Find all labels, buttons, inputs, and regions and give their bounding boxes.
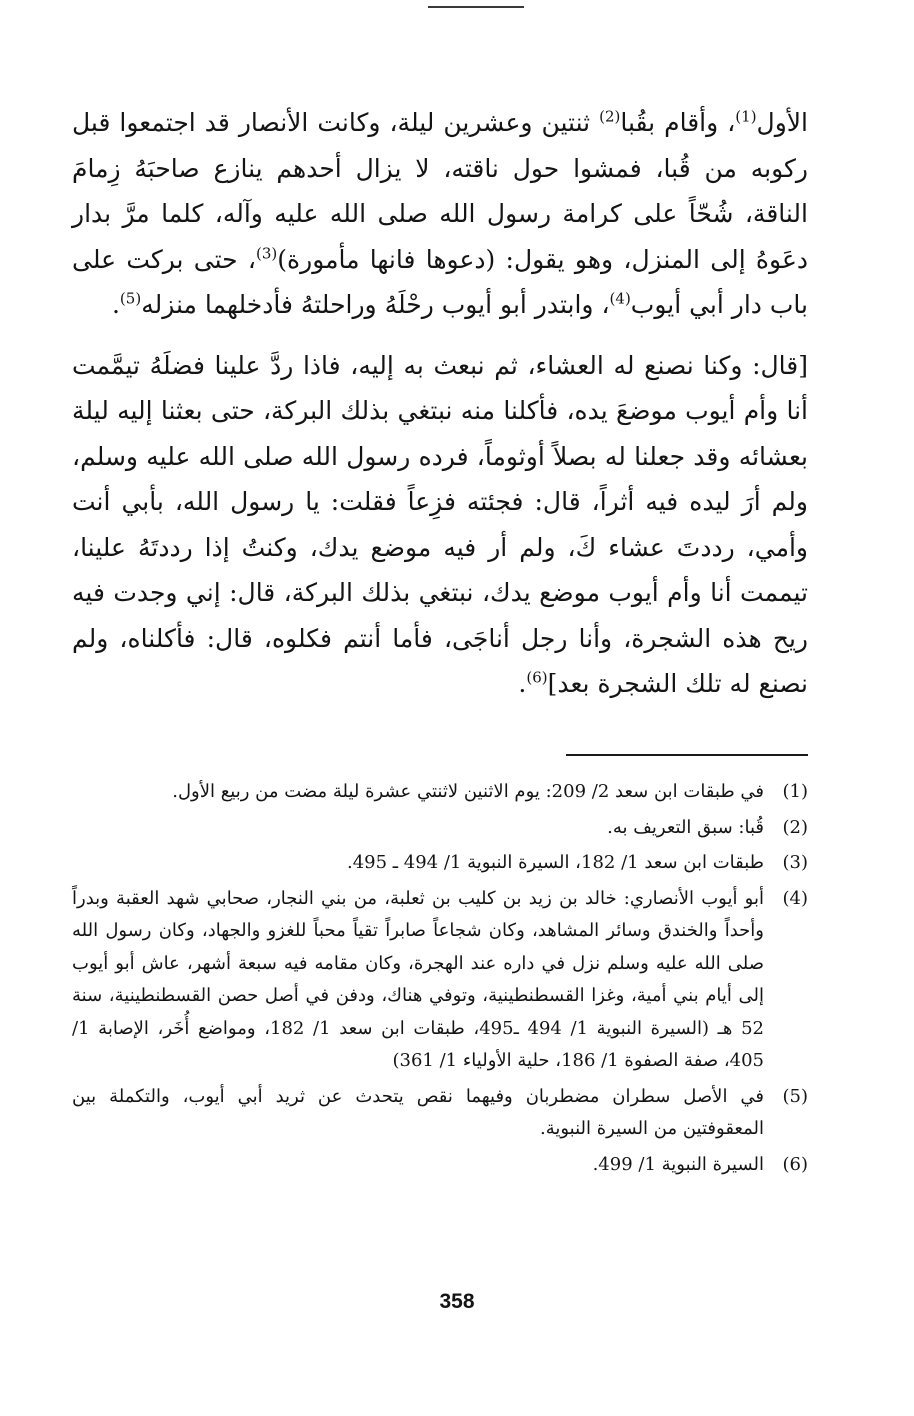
text-run: ، وأقام بقُبا — [620, 108, 736, 137]
text-run: [قال: وكنا نصنع له العشاء، ثم نبعث به إليه، فاذا ردَّ علينا فضلَهُ تيمَّمت أنا وأم أيوب موضعَ يده، فأكلنا منه نبتغي بذلك البركة، حتى بعثنا إليه ليلة بعشائه وقد جعلنا له بصلاً أوثوماً، فرده رسول الله صلى الله عليه وسلم، ولم أرَ ليده فيه أثراً، قال: فجئته فزِعاً فقلت: يا رسول الله، بأبي أنت وأمي، رددتَ عشاء كَ، ولم أر فيه موضع يدك، وكنتُ إذا رددتَهُ علينا، تيممت أنا وأم أيوب موضع يدك، نبتغي بذلك البركة، قال: إني وجدت فيه ريح هذه الشجرة، وأنا رجل أناجَى، فأما أنتم فكلوه، قال: فأكلناه، ولم نصنع له تلك الشجرة بعد] — [72, 350, 808, 698]
footnote-item — [72, 812, 808, 845]
paragraph-1 — [72, 100, 808, 328]
footnote-text: في الأصل سطران مضطربان وفيهما نقص يتحدث عن ثريد أبي أيوب، والتكملة بين المعقوفتين من السيرة النبوية. — [72, 1085, 764, 1139]
footnote-ref-3: (3) — [256, 244, 278, 263]
text-run: ، وابتدر أبو أيوب رحْلَهُ وراحلتهُ فأدخلهما منزله — [141, 290, 610, 319]
footnote-number: (2) — [782, 816, 808, 838]
footnote-ref-4: (4) — [609, 289, 631, 308]
footnote-item — [72, 776, 808, 809]
footnote-text: في طبقات ابن سعد 2/ 209: يوم الاثنين لاثنتي عشرة ليلة مضت من ربيع الأول. — [172, 781, 764, 802]
text-run: . — [518, 669, 527, 698]
text-run: . — [111, 290, 120, 319]
footnote-item — [72, 1149, 808, 1182]
footnote-separator — [566, 754, 808, 756]
footnote-text: أبو أيوب الأنصاري: خالد بن زيد بن كليب بن ثعلبة، من بني النجار، صحابي شهد العقبة وبدراً وأحداً والخندق وسائر المشاهد، وكان شجاعاً صابراً تقياً محباً للغزو والجهاد، وكان رسول الله صلى الله عليه وسلم نزل في داره عند الهجرة، وكان مقامه فيه سبعة أشهر، عاش أبو أيوب إلى أيام بني أمية، وغزا القسطنطينية، وتوفي هناك، ودفن في أصل حصن القسطنطينية، سنة 52 هـ (السيرة النبوية 1/ 494 ـ495، طبقات ابن سعد 1/ 182، ومواضع أُخَر، الإصابة 1/ 405، صفة الصفوة 1/ 186، حلية الأولياء 1/ 361) — [72, 887, 765, 1071]
footnotes — [72, 776, 808, 1184]
footnote-ref-5: (5) — [119, 289, 142, 308]
text-run: ، حتى بركت على باب دار أبي أيوب — [72, 244, 808, 319]
text-run: ثنتين وعشرين ليلة، وكانت الأنصار قد اجتمعوا قبل ركوبه من قُبا، فمشوا حول ناقته، لا يزال أحدهم ينازع صاحبَهُ زِمامَ الناقة، شُحّاً على كرامة رسول الله صلى الله عليه وآله، كلما مرَّ بدار دعَوهُ إلى المنزل، وهو يقول: (دعوها فانها مأمورة) — [72, 108, 808, 274]
main-text — [72, 100, 808, 707]
footnote-ref-6: (6) — [526, 668, 548, 687]
footnote-number: (5) — [782, 1085, 808, 1107]
paragraph-2 — [72, 343, 808, 707]
footnote-number: (4) — [782, 887, 808, 909]
footnote-number: (3) — [782, 852, 808, 873]
footnote-item — [72, 883, 808, 1078]
footnote-text: قُبا: سبق التعريف به. — [607, 816, 764, 838]
footnote-item — [72, 847, 808, 880]
page-number: 358 — [439, 1290, 475, 1313]
footnote-item — [72, 1081, 808, 1146]
footnote-number: (1) — [782, 781, 808, 802]
footnote-text: السيرة النبوية 1/ 499. — [592, 1153, 764, 1175]
footnote-ref-2: (2) — [599, 107, 621, 126]
text-run: الأول — [756, 108, 808, 137]
footnote-text: طبقات ابن سعد 1/ 182، السيرة النبوية 1/ 494 ـ 495. — [346, 852, 764, 873]
footnote-ref-1: (1) — [735, 107, 757, 126]
footnote-number: (6) — [782, 1153, 808, 1175]
header-rule — [428, 6, 524, 8]
